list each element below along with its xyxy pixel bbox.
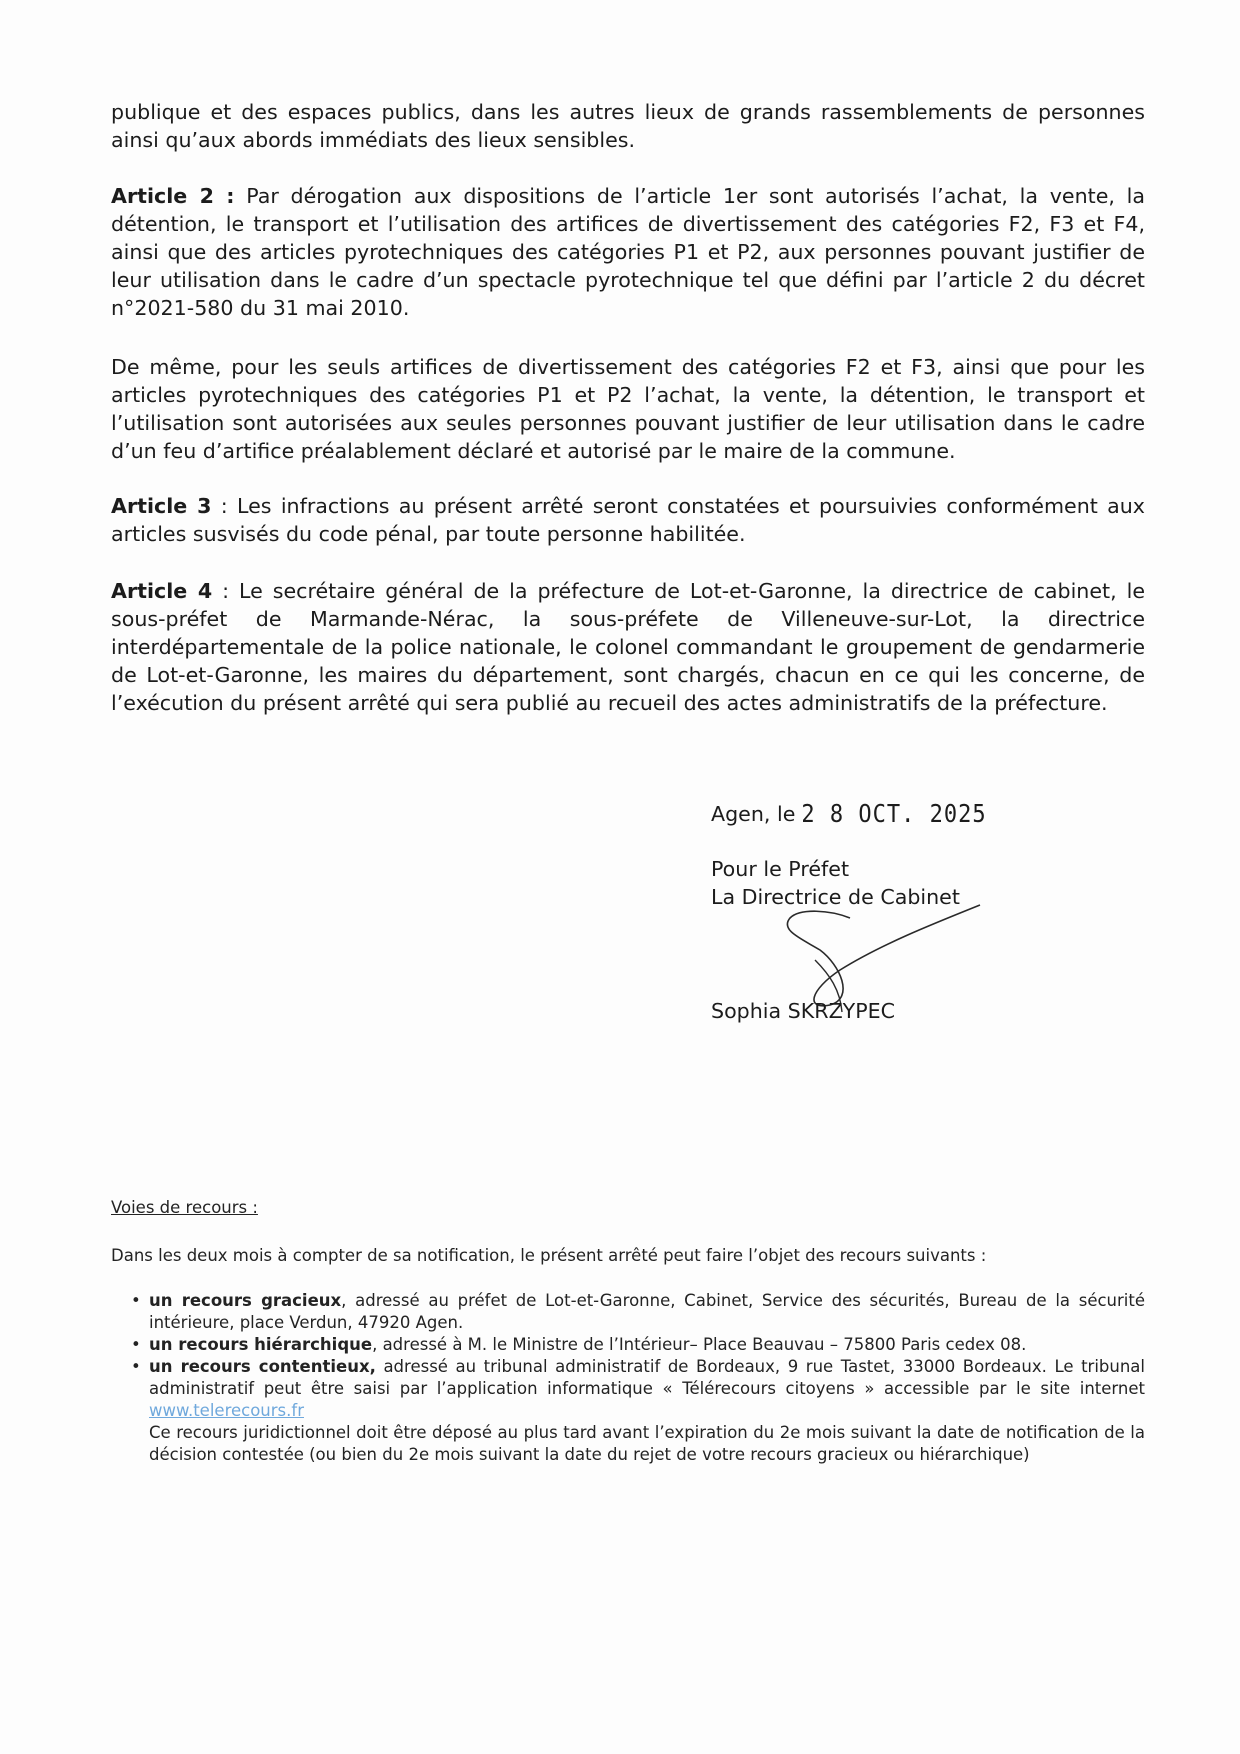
signature-place-date [711,800,987,829]
article-2-text: Par dérogation aux dispositions de l’article 1er sont autorisés l’achat, la vente, la détention, le transport et l’utilisation des artifices de divertissement des catégories F2, F3 et F4, ainsi que des articles pyrotechniques des catégories P1 et P2, aux personnes pouvant justifier de leur utilisation dans le cadre d’un spectacle pyrotechnique tel que défini par l’article 2 du décret n°2021-580 du 31 mai 2010. [111,184,1145,320]
recours-intro: Dans les deux mois à compter de sa notification, le présent arrêté peut faire l’objet des recours suivants : [111,1246,987,1265]
recours-item-text: , adressé au préfet de Lot-et-Garonne, Cabinet, Service des sécurités, Bureau de la sécurité intérieure, place Verdun, 47920 Agen. [149,1291,1145,1332]
recours-note: Ce recours juridictionnel doit être déposé au plus tard avant l’expiration du 2e mois suivant la date de notification de la décision contestée (ou bien du 2e mois suivant la date du rejet de votre recours gracieux ou hiérarchique) [149,1423,1145,1464]
signatory-name: Sophia SKRZYPEC [711,999,896,1023]
recours-item-label: un recours hiérarchique [149,1335,373,1354]
bullet-icon: • [131,1335,141,1354]
signature-for-label: Pour le Préfet [711,857,850,881]
article-3-label: Article 3 [111,494,212,518]
date-stamp: 2 8 OCT. 2025 [801,800,987,829]
recours-item-text: , adressé à M. le Ministre de l’Intérieur– Place Beauvau – 75800 Paris cedex 08. [372,1335,1027,1354]
recours-item-gracieux [131,1290,1145,1334]
article-2-paragraph [111,182,1145,322]
recours-item-hierarchique [131,1334,1145,1356]
recours-item-text: adressé au tribunal administratif de Bordeaux, 9 rue Tastet, 33000 Bordeaux. Le tribunal administratif peut être saisi par l’application informatique « Télérecours citoyens » accessible par le site internet [149,1357,1146,1398]
recours-title: Voies de recours : [111,1198,258,1217]
article-2-continuation: De même, pour les seuls artifices de divertissement des catégories F2 et F3, ainsi que pour les articles pyrotechniques des catégories P1 et P2 l’achat, la vente, la détention, le transport et l’utilisation sont autorisées aux seules personnes pouvant justifier de leur utilisation dans le cadre d’un feu d’artifice préalablement déclaré et autorisé par le maire de la commune. [111,355,1145,463]
signature-place: Agen, le [711,802,796,826]
article-4-paragraph [111,577,1145,717]
article-4-label: Article 4 [111,579,213,603]
bullet-icon: • [131,1291,141,1310]
signature-role: La Directrice de Cabinet [711,885,960,909]
article-4-text: : Le secrétaire général de la préfecture de Lot-et-Garonne, la directrice de cabinet, le sous-préfet de Marmande-Nérac, la sous-préfete de Villeneuve-sur-Lot, la directrice interdépartementale de la police nationale, le colonel commandant le groupement de gendarmerie de Lot-et-Garonne, les maires du département, sont chargés, chacun en ce qui les concerne, de l’exécution du présent arrêté qui sera publié au recueil des actes administratifs de la préfecture. [111,579,1145,715]
telerecours-link[interactable]: www.telerecours.fr [149,1401,304,1420]
bullet-icon: • [131,1357,141,1376]
article-3-text: : Les infractions au présent arrêté seront constatées et poursuivies conformément aux articles susvisés du code pénal, par toute personne habilitée. [111,494,1145,546]
article-3-paragraph [111,492,1145,548]
article-2-label: Article 2 : [111,184,235,208]
paragraph-intro-continuation: publique et des espaces publics, dans les autres lieux de grands rassemblements de personnes ainsi qu’aux abords immédiats des lieux sensibles. [111,100,1145,152]
recours-item-contentieux [131,1356,1145,1466]
recours-item-label: un recours gracieux [149,1291,342,1310]
recours-item-label: un recours contentieux, [149,1357,376,1376]
recours-list [131,1290,1145,1466]
